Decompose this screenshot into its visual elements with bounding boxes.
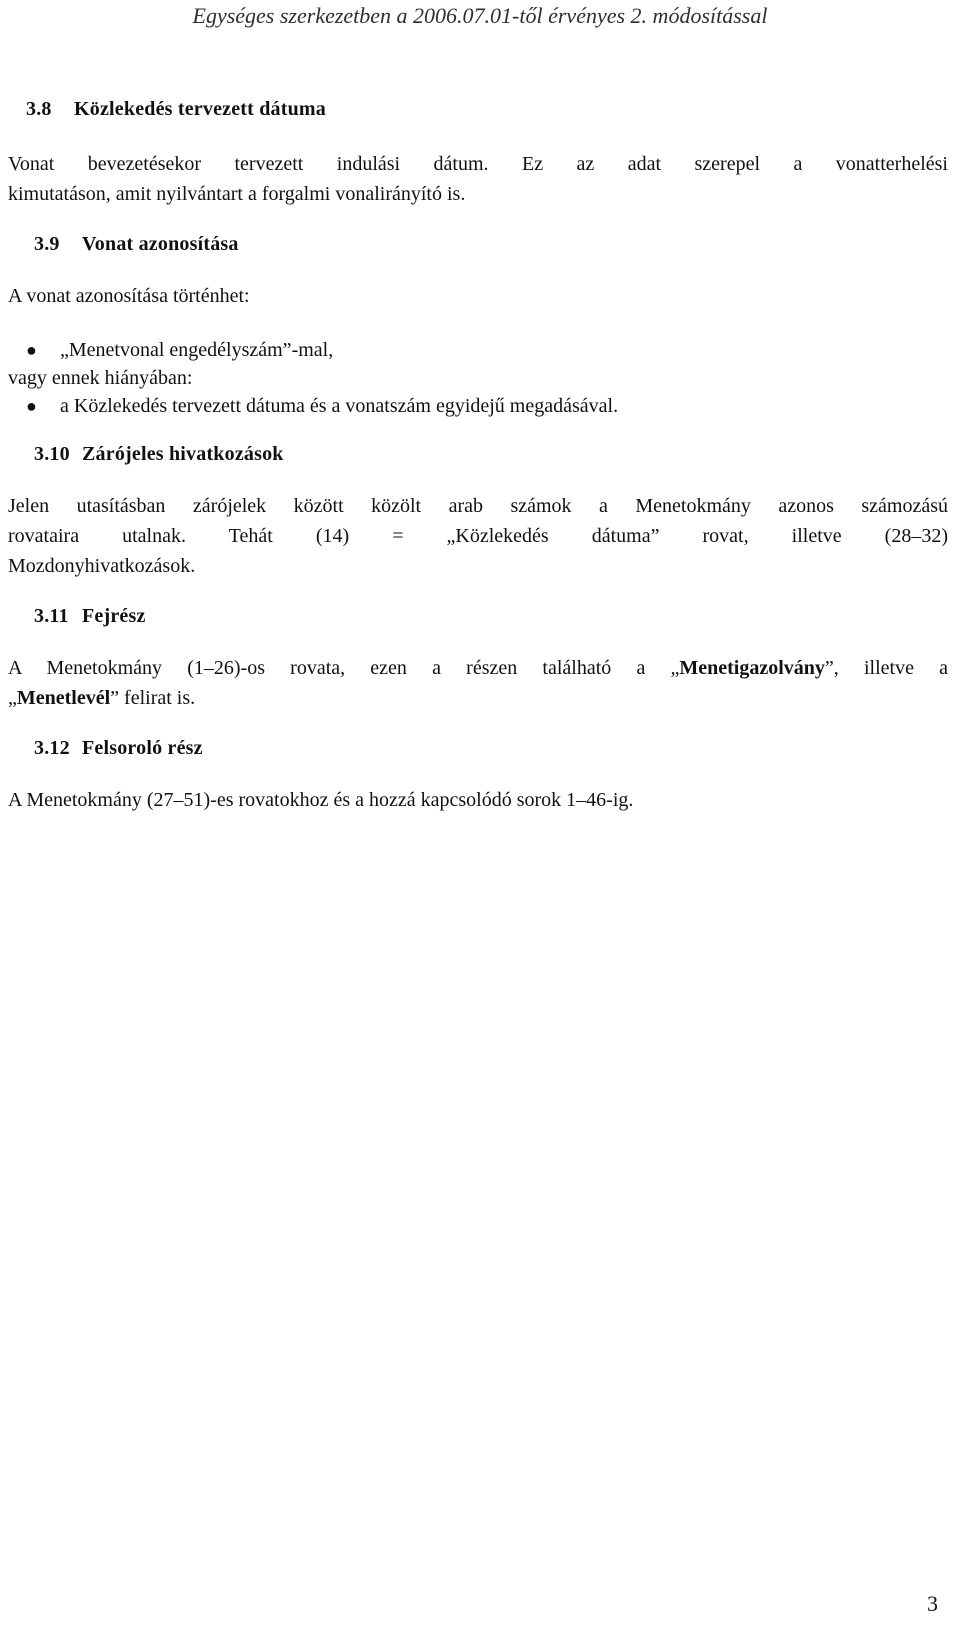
text-run: A Menetokmány (1–26)-os rovata, ezen a részen található a „ bbox=[8, 657, 680, 679]
paragraph-line: Mozdonyhivatkozások. bbox=[8, 555, 196, 577]
paragraph-3-8 bbox=[8, 149, 948, 209]
paragraph-3-12: A Menetokmány (27–51)-es rovatokhoz és a hozzá kapcsolódó sorok 1–46-ig. bbox=[8, 789, 634, 811]
paragraph-line bbox=[8, 653, 948, 683]
bullet-icon: ● bbox=[26, 340, 37, 360]
paragraph-3-10 bbox=[8, 491, 948, 581]
paragraph-3-9-intro: A vonat azonosítása történhet: bbox=[8, 285, 250, 307]
section-heading-3-12 bbox=[8, 735, 948, 761]
section-title: Felsoroló rész bbox=[82, 737, 203, 759]
paragraph-line bbox=[8, 687, 195, 709]
section-heading-3-10 bbox=[8, 441, 948, 467]
paragraph-3-11 bbox=[8, 653, 948, 713]
paragraph-line: Vonat bevezetésekor tervezett indulási dátum. Ez az adat szerepel a vonatterhelési bbox=[8, 153, 948, 175]
list-item bbox=[8, 335, 948, 365]
list-item bbox=[8, 391, 948, 421]
list-item-text: „Menetvonal engedélyszám”-mal, bbox=[60, 339, 334, 361]
paragraph-or-line: vagy ennek hiányában: bbox=[8, 367, 193, 389]
page-header: Egységes szerkezetben a 2006.07.01-től érvényes 2. módosítással bbox=[192, 3, 768, 28]
section-heading-3-8 bbox=[8, 96, 948, 122]
section-title: Zárójeles hivatkozások bbox=[82, 443, 284, 465]
text-run: ” felirat is. bbox=[110, 687, 196, 709]
section-number: 3.10 bbox=[34, 443, 70, 465]
paragraph-line: kimutatáson, amit nyilvántart a forgalmi vonalirányító is. bbox=[8, 183, 466, 205]
section-title: Vonat azonosítása bbox=[82, 233, 239, 255]
section-title: Fejrész bbox=[82, 605, 146, 627]
bold-term: Menetlevél bbox=[16, 687, 111, 709]
paragraph-line: rovataira utalnak. Tehát (14) = „Közlekedés dátuma” rovat, illetve (28–32) bbox=[8, 525, 948, 547]
section-number: 3.9 bbox=[34, 233, 60, 255]
section-number: 3.12 bbox=[34, 737, 70, 759]
section-heading-3-11 bbox=[8, 603, 948, 629]
list-item-text: a Közlekedés tervezett dátuma és a vonatszám egyidejű megadásával. bbox=[60, 395, 619, 417]
paragraph-line: Jelen utasításban zárójelek között közölt arab számok a Menetokmány azonos számozású bbox=[8, 495, 948, 517]
document-body bbox=[8, 96, 948, 815]
text-run: „ bbox=[8, 687, 17, 709]
bullet-icon: ● bbox=[26, 396, 37, 416]
bold-term: Menetigazolvány bbox=[679, 657, 825, 679]
section-heading-3-9 bbox=[8, 231, 948, 257]
section-title: Közlekedés tervezett dátuma bbox=[74, 98, 326, 120]
page-number: 3 bbox=[927, 1591, 938, 1616]
section-number: 3.8 bbox=[26, 98, 52, 120]
section-number: 3.11 bbox=[34, 605, 69, 627]
text-run: ”, illetve a bbox=[824, 657, 949, 679]
